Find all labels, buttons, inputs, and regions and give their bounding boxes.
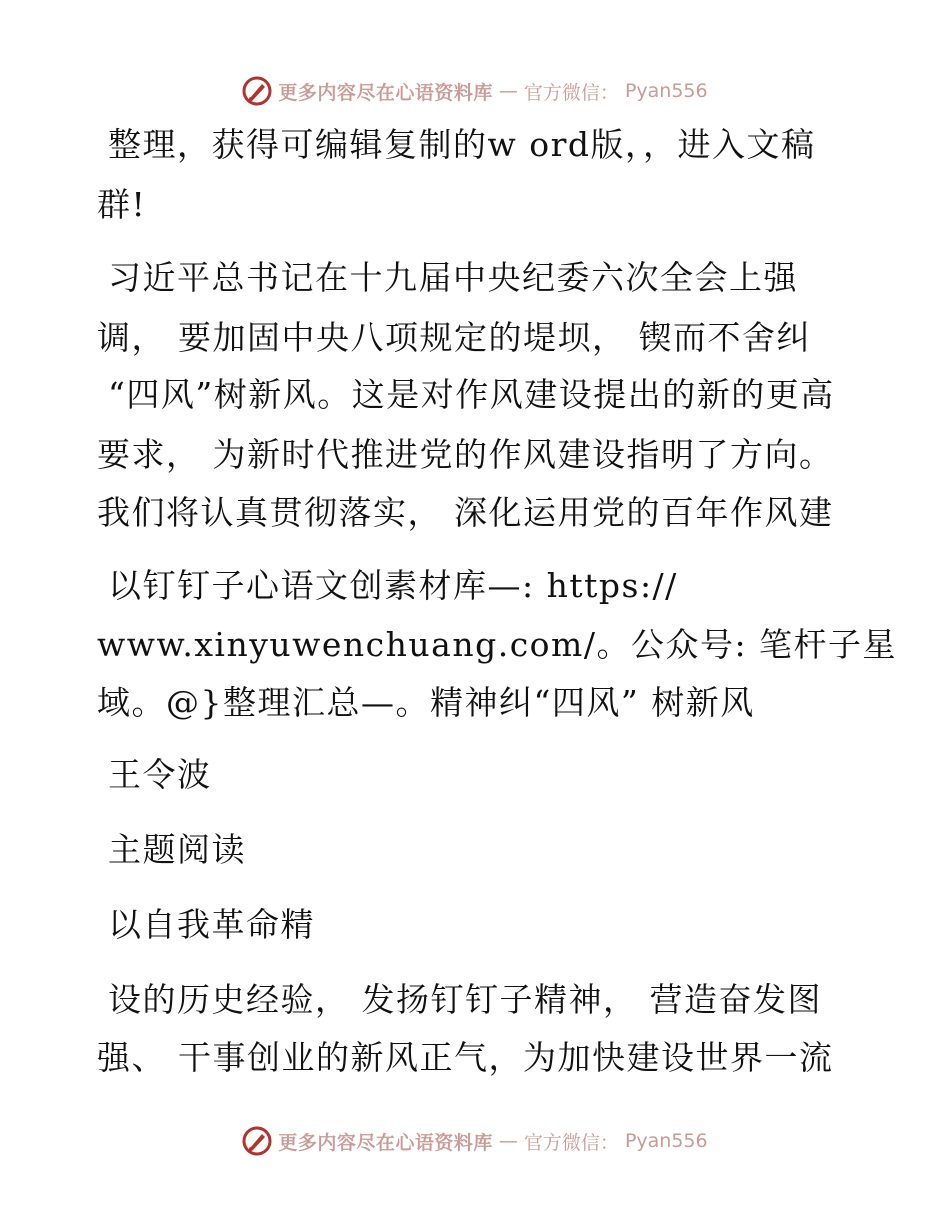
body-line: 强、 干事创业的新风正气，为加快建设世界一流 [97, 1038, 834, 1077]
body-line: 要求， 为新时代推进党的作风建设指明了方向。 [97, 435, 834, 474]
body-line: 整理，获得可编辑复制的w ord版，，进入文稿 [108, 125, 816, 164]
footer-banner [0, 1121, 950, 1161]
header-banner [0, 71, 950, 111]
banner-wechat-label: 官方微信： [523, 81, 619, 104]
banner-separator: — [498, 80, 518, 102]
body-line: 调， 要加固中央八项规定的堤坝， 锲而不舍纠 [97, 318, 811, 357]
body-line: 域。@}整理汇总—。精神纠“四风” 树新风 [97, 683, 755, 722]
body-line: 我们将认真贯彻落实， 深化运用党的百年作风建 [97, 493, 834, 532]
author-line: 王令波 [108, 755, 212, 794]
banner-wechat-id: Pyan556 [624, 1130, 708, 1152]
body-line: 设的历史经验， 发扬钉钉子精神， 营造奋发图 [108, 980, 822, 1019]
body-line: “四风”树新风。这是对作风建设提出的新的更高 [108, 375, 835, 414]
body-line: 以钉钉子心语文创素材库—: https:// [108, 566, 678, 605]
body-line: 以自我革命精 [108, 905, 315, 944]
section-line: 主题阅读 [108, 830, 246, 869]
brush-pen-logo-icon [242, 1126, 272, 1156]
body-line: 群! [97, 185, 147, 224]
banner-separator: — [498, 1130, 518, 1152]
body-line: www.xinyuwenchuang.com/。公众号: 笔杆子星 [97, 625, 898, 664]
banner-site-text: 更多内容尽在心语资料库 [278, 1131, 493, 1154]
banner-wechat-label: 官方微信： [523, 1131, 619, 1154]
brush-pen-logo-icon [242, 76, 272, 106]
banner-wechat-id: Pyan556 [624, 80, 708, 102]
body-line: 习近平总书记在十九届中央纪委六次全会上强 [108, 258, 798, 297]
banner-site-text: 更多内容尽在心语资料库 [278, 81, 493, 104]
